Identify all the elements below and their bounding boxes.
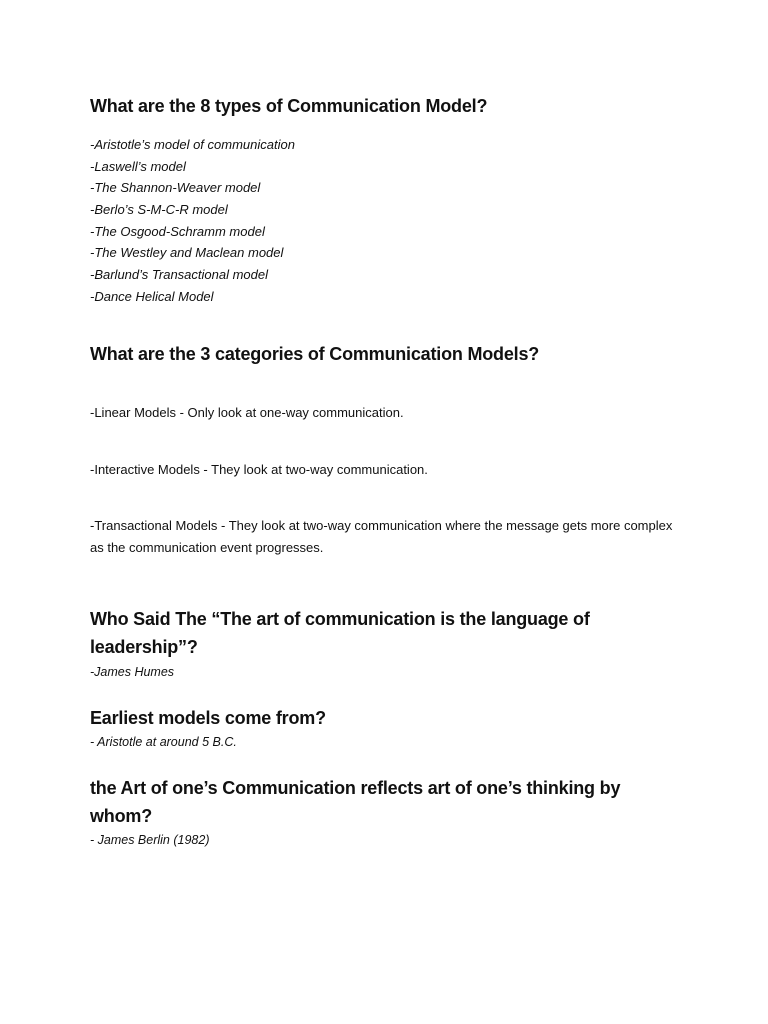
heading-earliest-models: Earliest models come from? <box>90 708 326 728</box>
list-item: -Dance Helical Model <box>90 288 214 304</box>
list-item: -Berlo’s S-M-C-R model <box>90 202 228 218</box>
answer-james-berlin: - James Berlin (1982) <box>90 833 210 847</box>
list-item: -Barlund’s Transactional model <box>90 267 268 283</box>
answer-aristotle: - Aristotle at around 5 B.C. <box>90 735 237 749</box>
category-transactional: -Transactional Models - They look at two-way communication where the message gets more complex as the communication event progresses. <box>90 518 673 555</box>
heading-art-of-thinking: the Art of one’s Communication reflects art of one’s thinking by whom? <box>90 778 621 826</box>
category-linear: -Linear Models - Only look at one-way communication. <box>90 405 404 420</box>
category-interactive: -Interactive Models - They look at two-way communication. <box>90 462 428 477</box>
heading-communication-model-types: What are the 8 types of Communication Model? <box>90 96 488 116</box>
communication-model-list <box>90 134 295 308</box>
list-item: -The Shannon-Weaver model <box>90 180 261 196</box>
answer-james-humes: -James Humes <box>90 665 175 679</box>
heading-communication-model-categories: What are the 3 categories of Communication Models? <box>90 344 540 364</box>
list-item: -The Westley and Maclean model <box>90 245 284 261</box>
list-item: -Aristotle’s model of communication <box>90 137 295 152</box>
heading-art-of-communication-quote: Who Said The “The art of communication is the language of leadership”? <box>90 609 590 657</box>
list-item: -Laswell’s model <box>90 158 186 174</box>
list-item: -The Osgood-Schramm model <box>90 223 265 239</box>
